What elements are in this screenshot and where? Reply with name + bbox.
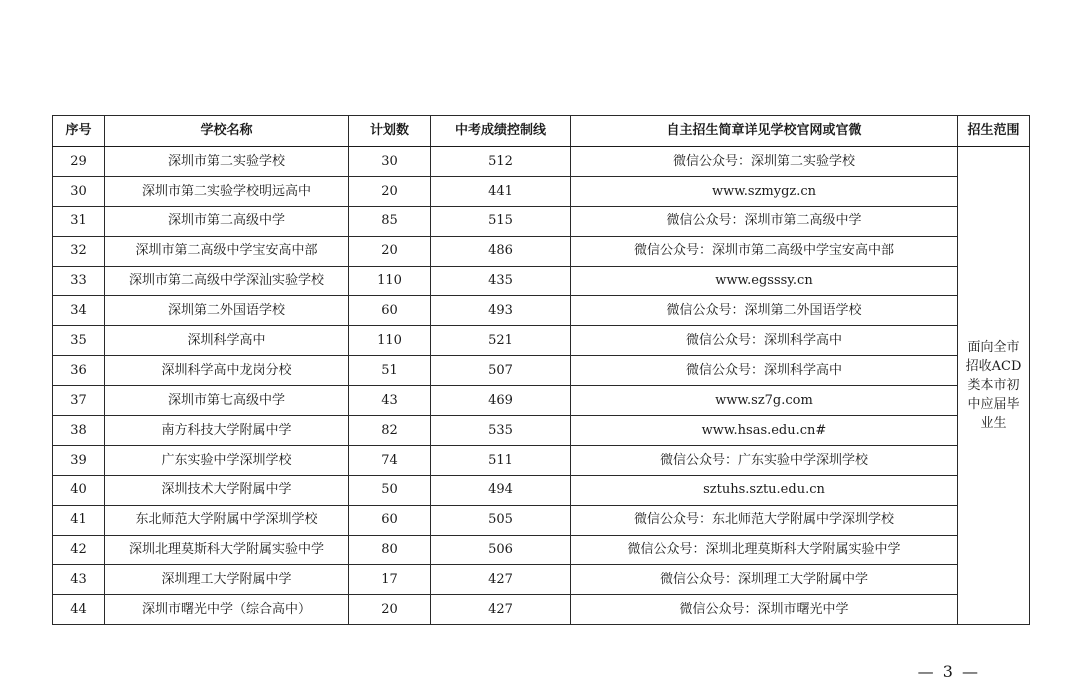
cell-plan-count: 74: [349, 445, 431, 475]
table-row: [53, 475, 1030, 505]
cell-score-line: 441: [431, 176, 571, 206]
cell-seq: 39: [53, 445, 105, 475]
cell-brochure: 微信公众号：广东实验中学深圳学校: [571, 445, 958, 475]
header-brochure: 自主招生简章详见学校官网或官微: [571, 116, 958, 147]
cell-score-line: 469: [431, 386, 571, 416]
cell-plan-count: 20: [349, 236, 431, 266]
cell-score-line: 535: [431, 416, 571, 446]
cell-score-line: 493: [431, 296, 571, 326]
cell-brochure: 微信公众号：深圳市曙光中学: [571, 595, 958, 625]
cell-school-name: 深圳市第七高级中学: [105, 386, 349, 416]
table-row: [53, 147, 1030, 177]
table-row: [53, 565, 1030, 595]
page-number: — 3 —: [917, 662, 980, 681]
header-score-line: 中考成绩控制线: [431, 116, 571, 147]
cell-score-line: 435: [431, 266, 571, 296]
cell-score-line: 505: [431, 505, 571, 535]
table-row: [53, 326, 1030, 356]
cell-brochure: 微信公众号：深圳市第二高级中学宝安高中部: [571, 236, 958, 266]
table-row: [53, 445, 1030, 475]
cell-score-line: 521: [431, 326, 571, 356]
cell-brochure: 微信公众号：东北师范大学附属中学深圳学校: [571, 505, 958, 535]
cell-seq: 30: [53, 176, 105, 206]
cell-seq: 36: [53, 356, 105, 386]
cell-seq: 32: [53, 236, 105, 266]
header-plan-count: 计划数: [349, 116, 431, 147]
cell-brochure: www.hsas.edu.cn#: [571, 416, 958, 446]
cell-brochure: 微信公众号：深圳市第二高级中学: [571, 206, 958, 236]
cell-score-line: 427: [431, 565, 571, 595]
cell-brochure: www.sz7g.com: [571, 386, 958, 416]
cell-plan-count: 82: [349, 416, 431, 446]
cell-brochure: sztuhs.sztu.edu.cn: [571, 475, 958, 505]
cell-scope: 面向全市招收ACD类本市初中应届毕业生: [958, 147, 1030, 625]
cell-seq: 38: [53, 416, 105, 446]
cell-school-name: 深圳科学高中龙岗分校: [105, 356, 349, 386]
header-seq: 序号: [53, 116, 105, 147]
table-row: [53, 535, 1030, 565]
table-row: [53, 386, 1030, 416]
table-body: [53, 147, 1030, 625]
cell-plan-count: 43: [349, 386, 431, 416]
cell-score-line: 512: [431, 147, 571, 177]
cell-plan-count: 20: [349, 176, 431, 206]
cell-school-name: 深圳市第二高级中学宝安高中部: [105, 236, 349, 266]
table-row: [53, 176, 1030, 206]
cell-school-name: 深圳市第二高级中学深汕实验学校: [105, 266, 349, 296]
header-scope: 招生范围: [958, 116, 1030, 147]
cell-plan-count: 30: [349, 147, 431, 177]
cell-school-name: 深圳北理莫斯科大学附属实验中学: [105, 535, 349, 565]
cell-seq: 42: [53, 535, 105, 565]
cell-score-line: 427: [431, 595, 571, 625]
cell-score-line: 506: [431, 535, 571, 565]
table-row: [53, 266, 1030, 296]
cell-school-name: 南方科技大学附属中学: [105, 416, 349, 446]
cell-seq: 35: [53, 326, 105, 356]
cell-score-line: 494: [431, 475, 571, 505]
cell-brochure: 微信公众号：深圳理工大学附属中学: [571, 565, 958, 595]
cell-seq: 31: [53, 206, 105, 236]
cell-school-name: 深圳市第二实验学校明远高中: [105, 176, 349, 206]
cell-seq: 40: [53, 475, 105, 505]
cell-brochure: www.szmygz.cn: [571, 176, 958, 206]
cell-brochure: 微信公众号：深圳第二外国语学校: [571, 296, 958, 326]
cell-seq: 43: [53, 565, 105, 595]
cell-seq: 41: [53, 505, 105, 535]
cell-score-line: 515: [431, 206, 571, 236]
cell-plan-count: 110: [349, 326, 431, 356]
table-row: [53, 236, 1030, 266]
cell-plan-count: 20: [349, 595, 431, 625]
cell-school-name: 深圳理工大学附属中学: [105, 565, 349, 595]
table-row: [53, 296, 1030, 326]
cell-school-name: 深圳市第二高级中学: [105, 206, 349, 236]
cell-brochure: 微信公众号：深圳科学高中: [571, 356, 958, 386]
cell-school-name: 深圳技术大学附属中学: [105, 475, 349, 505]
cell-score-line: 511: [431, 445, 571, 475]
table-row: [53, 505, 1030, 535]
cell-plan-count: 80: [349, 535, 431, 565]
cell-school-name: 深圳市第二实验学校: [105, 147, 349, 177]
cell-seq: 29: [53, 147, 105, 177]
table-header-row: [53, 116, 1030, 147]
table-row: [53, 206, 1030, 236]
cell-seq: 44: [53, 595, 105, 625]
table-row: [53, 416, 1030, 446]
cell-seq: 34: [53, 296, 105, 326]
table-row: [53, 595, 1030, 625]
table-row: [53, 356, 1030, 386]
cell-plan-count: 85: [349, 206, 431, 236]
cell-school-name: 深圳科学高中: [105, 326, 349, 356]
cell-score-line: 507: [431, 356, 571, 386]
cell-school-name: 深圳第二外国语学校: [105, 296, 349, 326]
cell-seq: 37: [53, 386, 105, 416]
cell-school-name: 东北师范大学附属中学深圳学校: [105, 505, 349, 535]
header-school-name: 学校名称: [105, 116, 349, 147]
cell-brochure: 微信公众号：深圳第二实验学校: [571, 147, 958, 177]
cell-plan-count: 60: [349, 296, 431, 326]
cell-school-name: 深圳市曙光中学（综合高中）: [105, 595, 349, 625]
cell-score-line: 486: [431, 236, 571, 266]
cell-plan-count: 110: [349, 266, 431, 296]
cell-seq: 33: [53, 266, 105, 296]
cell-plan-count: 51: [349, 356, 431, 386]
cell-brochure: 微信公众号：深圳科学高中: [571, 326, 958, 356]
cell-plan-count: 60: [349, 505, 431, 535]
cell-brochure: www.egsssy.cn: [571, 266, 958, 296]
cell-plan-count: 50: [349, 475, 431, 505]
cell-brochure: 微信公众号：深圳北理莫斯科大学附属实验中学: [571, 535, 958, 565]
admissions-table: [52, 115, 1030, 625]
cell-plan-count: 17: [349, 565, 431, 595]
cell-school-name: 广东实验中学深圳学校: [105, 445, 349, 475]
